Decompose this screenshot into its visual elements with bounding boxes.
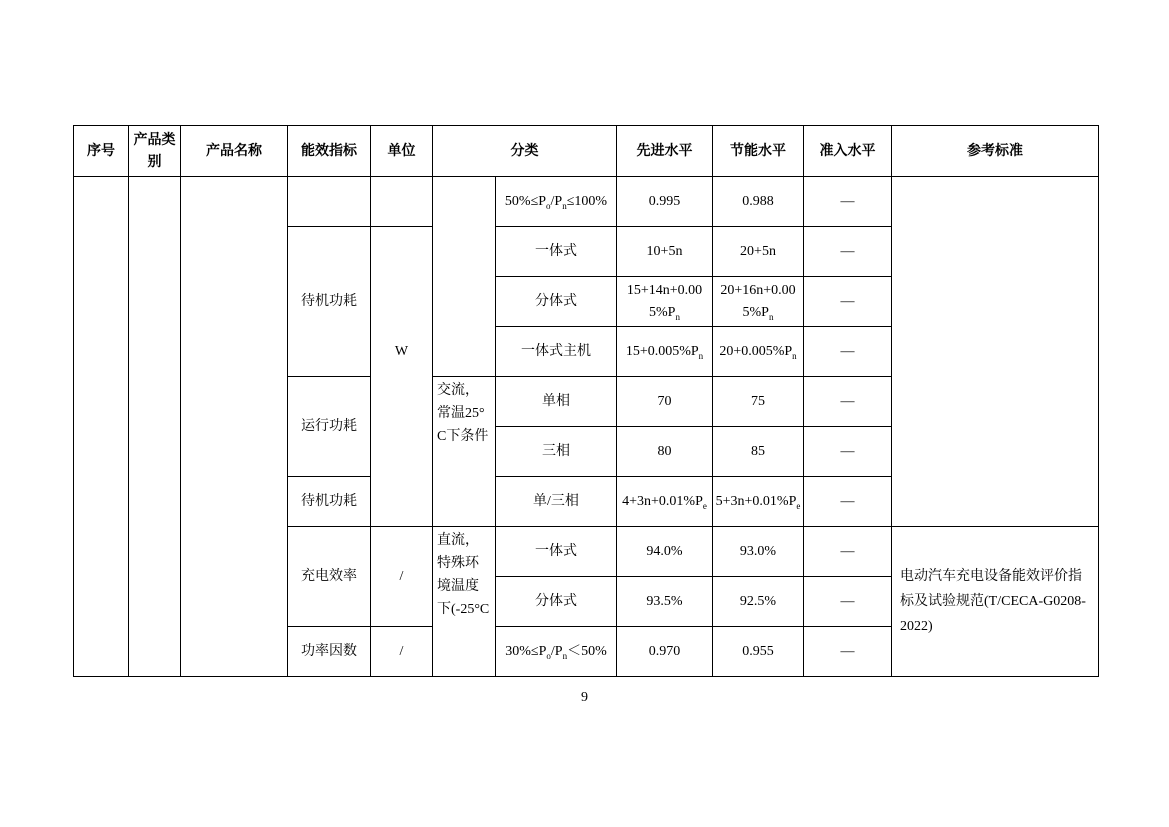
cell-text: 三相 — [542, 443, 570, 459]
advanced-cell — [617, 427, 713, 477]
cell-text: 单/三相 — [533, 493, 579, 509]
cell-text: 70 — [657, 393, 672, 409]
cell-text: 94.0% — [646, 543, 683, 559]
classification-cell — [496, 577, 617, 627]
advanced-cell — [617, 577, 713, 627]
cell-text: 93.5% — [646, 593, 683, 609]
advanced-cell — [617, 177, 713, 227]
header-row — [74, 126, 1099, 177]
entry-cell: — — [804, 577, 892, 627]
unit-cell: / — [371, 627, 433, 677]
classification-cell — [496, 477, 617, 527]
subscript-text: o — [546, 650, 551, 661]
subscript-text: n — [792, 350, 797, 361]
subscript-text: n — [675, 311, 680, 322]
cell-text: 15+14n+0.005%P — [626, 282, 703, 320]
reference-standard: 电动汽车充电设备能效评价指标及试验规范(T/CECA-G0208-2022) — [892, 527, 1099, 677]
saving-cell — [713, 477, 804, 527]
unit-cell: / — [371, 527, 433, 627]
indicator-cell: 充电效率 — [288, 527, 371, 627]
table-row — [74, 177, 1099, 227]
header-classification: 分类 — [433, 126, 617, 177]
indicator-cell: 运行功耗 — [288, 377, 371, 477]
cell-text: /P — [550, 193, 563, 209]
entry-cell: — — [804, 377, 892, 427]
cell-text: ＜50% — [567, 643, 607, 659]
cell-text: 10+5n — [646, 243, 683, 259]
advanced-cell — [617, 277, 713, 327]
saving-cell — [713, 177, 804, 227]
cell-text: 一体式 — [535, 543, 577, 559]
cell-text: 0.995 — [648, 193, 681, 209]
classification-cell — [496, 527, 617, 577]
cell-text: 分体式 — [535, 593, 577, 609]
energy-efficiency-table — [73, 125, 1099, 677]
serial-cell — [74, 177, 129, 677]
entry-cell: — — [804, 527, 892, 577]
entry-cell: — — [804, 477, 892, 527]
product-name-cell — [181, 177, 288, 677]
cell-text: 80 — [657, 443, 672, 459]
saving-cell — [713, 327, 804, 377]
entry-cell: — — [804, 327, 892, 377]
cell-text: 30%≤P — [505, 643, 547, 659]
page-number: 9 — [581, 690, 588, 705]
cell-text: 20+16n+0.005%P — [720, 282, 796, 320]
cell-text: /P — [550, 643, 563, 659]
saving-cell — [713, 627, 804, 677]
subscript-text: n — [768, 311, 774, 322]
condition-cell — [433, 177, 496, 377]
saving-cell — [713, 377, 804, 427]
saving-cell — [713, 227, 804, 277]
classification-cell — [496, 327, 617, 377]
category-cell — [129, 177, 181, 677]
classification-cell — [496, 627, 617, 677]
cell-text: 一体式主机 — [521, 343, 591, 359]
classification-cell — [496, 227, 617, 277]
indicator-cell: 待机功耗 — [288, 227, 371, 377]
entry-cell: — — [804, 627, 892, 677]
indicator-cell — [288, 177, 371, 227]
cell-text: 15+0.005%P — [625, 343, 699, 359]
advanced-cell — [617, 377, 713, 427]
cell-text: 0.955 — [742, 643, 774, 659]
indicator-cell: 待机功耗 — [288, 477, 371, 527]
header-category: 产品类别 — [129, 126, 181, 177]
cell-text: 85 — [751, 443, 765, 459]
header-indicator: 能效指标 — [288, 126, 371, 177]
advanced-cell — [617, 227, 713, 277]
subscript-text: e — [702, 500, 707, 511]
cell-text: 0.970 — [648, 643, 681, 659]
entry-cell: — — [804, 277, 892, 327]
subscript-text: o — [546, 200, 551, 211]
advanced-cell — [617, 627, 713, 677]
cell-text: 93.0% — [739, 543, 777, 559]
cell-text: 50%≤P — [504, 193, 547, 209]
header-energy-saving: 节能水平 — [713, 126, 804, 177]
header-reference: 参考标准 — [892, 126, 1099, 177]
condition-cell: 直流，特殊环境温度下(-25°C — [433, 527, 496, 677]
indicator-cell: 功率因数 — [288, 627, 371, 677]
advanced-cell — [617, 327, 713, 377]
reference-cell — [892, 177, 1099, 527]
condition-cell: 交流，常温25°C下条件 — [433, 377, 496, 527]
cell-text: 20+0.005%P — [719, 343, 793, 359]
entry-cell: — — [804, 177, 892, 227]
cell-text: 75 — [751, 393, 765, 409]
unit-cell: W — [371, 227, 433, 527]
cell-text: 4+3n+0.01%P — [622, 493, 703, 509]
cell-text: ≤100% — [566, 193, 608, 209]
saving-cell — [713, 577, 804, 627]
classification-cell — [496, 177, 617, 227]
classification-cell — [496, 377, 617, 427]
unit-cell — [371, 177, 433, 227]
saving-cell — [713, 427, 804, 477]
entry-cell: — — [804, 227, 892, 277]
header-serial: 序号 — [74, 126, 129, 177]
advanced-cell — [617, 477, 713, 527]
header-advanced: 先进水平 — [617, 126, 713, 177]
cell-text: 分体式 — [535, 293, 577, 309]
cell-text: 5+3n+0.01%P — [715, 493, 797, 509]
cell-text: 20+5n — [740, 243, 776, 259]
header-product-name: 产品名称 — [181, 126, 288, 177]
subscript-text: n — [698, 350, 704, 361]
cell-text: 92.5% — [739, 593, 777, 609]
cell-text: 一体式 — [535, 243, 577, 259]
header-entry: 准入水平 — [804, 126, 892, 177]
header-unit: 单位 — [371, 126, 433, 177]
subscript-text: n — [562, 200, 567, 211]
classification-cell — [496, 427, 617, 477]
cell-text: 单相 — [542, 393, 570, 409]
saving-cell — [713, 527, 804, 577]
cell-text: 0.988 — [742, 193, 774, 209]
subscript-text: e — [796, 500, 801, 511]
entry-cell: — — [804, 427, 892, 477]
saving-cell — [713, 277, 804, 327]
subscript-text: n — [562, 650, 568, 661]
advanced-cell — [617, 527, 713, 577]
classification-cell — [496, 277, 617, 327]
